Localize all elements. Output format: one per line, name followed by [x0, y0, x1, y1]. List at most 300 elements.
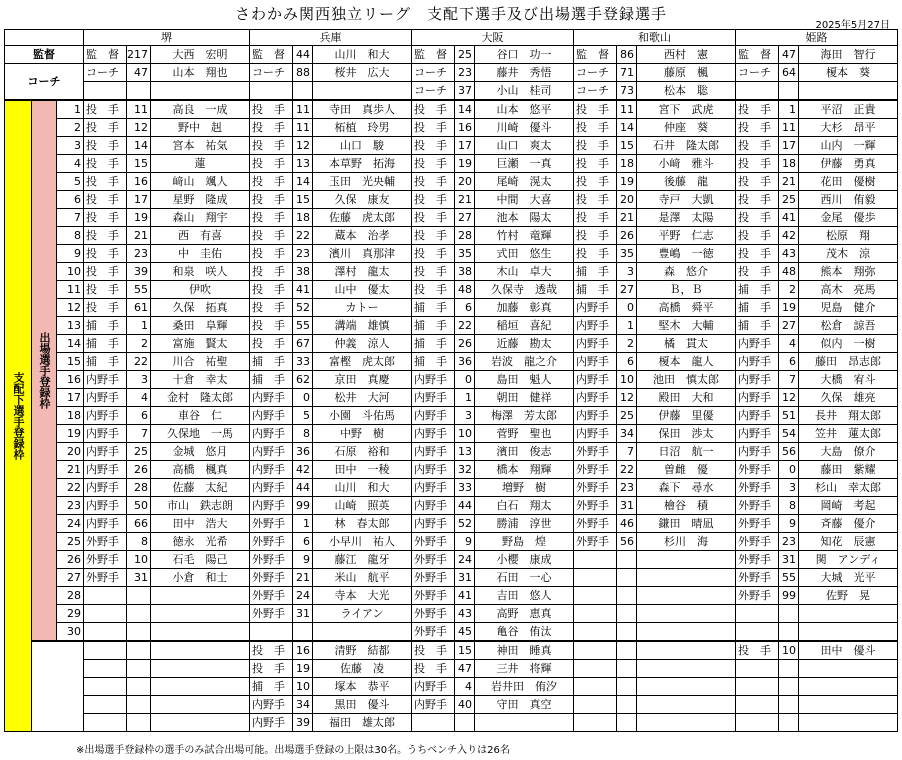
player-name-cell: 濱田 俊志	[475, 443, 574, 461]
player-name-cell	[475, 714, 574, 732]
player-name-cell	[313, 82, 412, 101]
uniform-number-cell	[127, 623, 151, 642]
position-cell: 捕 手	[84, 335, 127, 353]
uniform-number-cell: 2	[617, 335, 637, 353]
player-name-cell: Ｂ，Ｂ	[637, 281, 736, 299]
uniform-number-cell: 31	[293, 605, 313, 623]
position-cell: 投 手	[84, 191, 127, 209]
position-cell: 内野手	[250, 497, 293, 515]
registration-slot-number: 14	[57, 335, 84, 353]
player-name-cell: 笠井 蓮太郎	[799, 425, 898, 443]
player-name-cell: 久保地 一馬	[151, 425, 250, 443]
position-cell: 外野手	[84, 533, 127, 551]
position-cell: 投 手	[250, 299, 293, 317]
roster-outer-label: 支配下選手登録枠	[5, 100, 32, 732]
position-cell: 投 手	[250, 245, 293, 263]
uniform-number-cell: 13	[455, 443, 475, 461]
uniform-number-cell: 23	[293, 245, 313, 263]
player-name-cell: 濱川 真那津	[313, 245, 412, 263]
uniform-number-cell	[127, 678, 151, 696]
position-cell: 内野手	[250, 389, 293, 407]
uniform-number-cell: 44	[293, 46, 313, 64]
uniform-number-cell	[293, 623, 313, 642]
roster-row	[5, 551, 898, 569]
position-cell: 捕 手	[736, 299, 779, 317]
roster-row	[5, 191, 898, 209]
registration-slot-number: 11	[57, 281, 84, 299]
player-name-cell	[799, 696, 898, 714]
player-name-cell: 星野 隆成	[151, 191, 250, 209]
player-name-cell: 宮本 祐気	[151, 137, 250, 155]
uniform-number-cell: 23	[127, 245, 151, 263]
player-name-cell: 橘 貫太	[637, 335, 736, 353]
player-name-cell: 山崎 照英	[313, 497, 412, 515]
player-name-cell: 高木 亮馬	[799, 281, 898, 299]
player-name-cell: 鎌田 晴凪	[637, 515, 736, 533]
roster-row	[5, 137, 898, 155]
uniform-number-cell: 23	[617, 479, 637, 497]
position-cell: 内野手	[412, 678, 455, 696]
player-name-cell: 松原 翔	[799, 227, 898, 245]
player-name-cell: 仲座 葵	[637, 119, 736, 137]
position-cell: 監 督	[574, 46, 617, 64]
position-cell: 投 手	[250, 641, 293, 660]
registration-slot-number: 21	[57, 461, 84, 479]
player-name-cell: 佐藤 虎太郎	[313, 209, 412, 227]
uniform-number-cell	[617, 696, 637, 714]
roster-row	[5, 155, 898, 173]
uniform-number-cell: 8	[293, 425, 313, 443]
position-cell: 外野手	[574, 515, 617, 533]
player-name-cell: 藤井 秀悟	[475, 64, 574, 82]
registration-slot-number: 29	[57, 605, 84, 623]
position-cell: 内野手	[574, 335, 617, 353]
player-name-cell: 久保 雄亮	[799, 389, 898, 407]
uniform-number-cell: 19	[617, 173, 637, 191]
player-name-cell: ライアン	[313, 605, 412, 623]
position-cell	[574, 678, 617, 696]
position-cell: 投 手	[736, 100, 779, 119]
position-cell: 内野手	[412, 371, 455, 389]
roster-row	[5, 569, 898, 587]
uniform-number-cell: 2	[779, 281, 799, 299]
registration-slot-number: 18	[57, 407, 84, 425]
position-cell: 投 手	[736, 263, 779, 281]
unregistered-row	[5, 696, 898, 714]
uniform-number-cell	[127, 714, 151, 732]
player-name-cell: 野島 煌	[475, 533, 574, 551]
position-cell	[574, 696, 617, 714]
player-name-cell	[151, 641, 250, 660]
uniform-number-cell: 15	[293, 191, 313, 209]
uniform-number-cell: 38	[293, 263, 313, 281]
player-name-cell: 黒田 優斗	[313, 696, 412, 714]
position-cell: 投 手	[84, 155, 127, 173]
uniform-number-cell: 44	[455, 497, 475, 515]
roster-row	[5, 317, 898, 335]
position-cell: 外野手	[736, 533, 779, 551]
uniform-number-cell: 11	[617, 100, 637, 119]
registration-slot-number: 23	[57, 497, 84, 515]
player-name-cell: 梅澤 芳太郎	[475, 407, 574, 425]
uniform-number-cell: 1	[127, 317, 151, 335]
uniform-number-cell: 52	[293, 299, 313, 317]
position-cell: 内野手	[84, 425, 127, 443]
position-cell: 外野手	[574, 497, 617, 515]
position-cell: 投 手	[412, 119, 455, 137]
registration-slot-number: 17	[57, 389, 84, 407]
uniform-number-cell: 19	[127, 209, 151, 227]
uniform-number-cell: 54	[779, 425, 799, 443]
position-cell: コーチ	[84, 64, 127, 82]
uniform-number-cell: 3	[455, 407, 475, 425]
position-cell	[84, 660, 127, 678]
position-cell: 投 手	[84, 263, 127, 281]
uniform-number-cell: 61	[127, 299, 151, 317]
position-cell: 内野手	[574, 389, 617, 407]
uniform-number-cell: 48	[455, 281, 475, 299]
registration-slot-number: 9	[57, 245, 84, 263]
player-name-cell: 川合 祐聖	[151, 353, 250, 371]
uniform-number-cell: 56	[779, 443, 799, 461]
player-name-cell: 中野 樹	[313, 425, 412, 443]
uniform-number-cell: 88	[293, 64, 313, 82]
position-cell	[574, 660, 617, 678]
uniform-number-cell: 38	[455, 263, 475, 281]
uniform-number-cell: 0	[779, 461, 799, 479]
position-cell: 内野手	[412, 389, 455, 407]
player-name-cell: 富施 賢太	[151, 335, 250, 353]
position-cell: 外野手	[736, 515, 779, 533]
player-name-cell: 小早川 祐人	[313, 533, 412, 551]
position-cell: 外野手	[574, 443, 617, 461]
uniform-number-cell: 43	[455, 605, 475, 623]
player-name-cell: 京田 真慶	[313, 371, 412, 389]
position-cell: 投 手	[84, 119, 127, 137]
uniform-number-cell: 41	[455, 587, 475, 605]
uniform-number-cell: 26	[617, 227, 637, 245]
uniform-number-cell: 14	[455, 100, 475, 119]
player-name-cell	[799, 678, 898, 696]
player-name-cell: 池本 陽太	[475, 209, 574, 227]
position-cell: 投 手	[412, 227, 455, 245]
position-cell: 内野手	[412, 479, 455, 497]
position-cell: 投 手	[84, 100, 127, 119]
player-name-cell	[637, 641, 736, 660]
player-name-cell: 殿田 大和	[637, 389, 736, 407]
position-cell: 内野手	[736, 407, 779, 425]
player-name-cell: 蓮	[151, 155, 250, 173]
player-name-cell: 森下 尋水	[637, 479, 736, 497]
position-cell: 投 手	[84, 281, 127, 299]
roster-table	[4, 29, 898, 732]
position-cell: 内野手	[250, 461, 293, 479]
uniform-number-cell: 1	[779, 100, 799, 119]
position-cell: 投 手	[250, 317, 293, 335]
uniform-number-cell: 31	[779, 551, 799, 569]
position-cell: 投 手	[250, 660, 293, 678]
player-name-cell: 谷口 功一	[475, 46, 574, 64]
position-cell: 投 手	[250, 191, 293, 209]
player-name-cell: 溝端 雄慎	[313, 317, 412, 335]
position-cell: 内野手	[84, 497, 127, 515]
position-cell: 投 手	[574, 209, 617, 227]
player-name-cell: 山川 和大	[313, 46, 412, 64]
uniform-number-cell	[617, 587, 637, 605]
uniform-number-cell: 37	[455, 82, 475, 101]
position-cell: 内野手	[574, 407, 617, 425]
position-cell: 捕 手	[250, 678, 293, 696]
player-name-cell: 式田 悠生	[475, 245, 574, 263]
team-header-row	[5, 30, 898, 46]
uniform-number-cell: 39	[127, 263, 151, 281]
position-cell: 外野手	[250, 551, 293, 569]
position-cell	[574, 587, 617, 605]
position-cell	[84, 587, 127, 605]
uniform-number-cell: 22	[617, 461, 637, 479]
player-name-cell: 関 アンディ	[799, 551, 898, 569]
position-cell: 内野手	[574, 425, 617, 443]
player-name-cell: 杉川 海	[637, 533, 736, 551]
player-name-cell: 神田 睡真	[475, 641, 574, 660]
uniform-number-cell	[617, 660, 637, 678]
roster-row	[5, 497, 898, 515]
position-cell: 内野手	[574, 353, 617, 371]
uniform-number-cell: 6	[293, 533, 313, 551]
player-name-cell: 福田 雄太郎	[313, 714, 412, 732]
coach-row	[5, 82, 898, 101]
uniform-number-cell	[617, 569, 637, 587]
uniform-number-cell: 0	[455, 371, 475, 389]
uniform-number-cell: 36	[293, 443, 313, 461]
team-name-3: 大阪	[412, 30, 574, 46]
player-name-cell: 木山 卓大	[475, 263, 574, 281]
roster-row	[5, 479, 898, 497]
position-cell: 内野手	[250, 696, 293, 714]
position-cell: 投 手	[412, 263, 455, 281]
position-cell: 捕 手	[736, 281, 779, 299]
player-name-cell: 松本 聡	[637, 82, 736, 101]
position-cell: 内野手	[84, 407, 127, 425]
uniform-number-cell: 25	[779, 191, 799, 209]
uniform-number-cell: 31	[455, 569, 475, 587]
uniform-number-cell: 18	[293, 209, 313, 227]
player-name-cell: 柘植 玲男	[313, 119, 412, 137]
player-name-cell: 徳永 光希	[151, 533, 250, 551]
player-name-cell: 田中 一稜	[313, 461, 412, 479]
position-cell: 外野手	[412, 605, 455, 623]
uniform-number-cell: 12	[127, 119, 151, 137]
uniform-number-cell	[455, 714, 475, 732]
position-cell: 外野手	[412, 569, 455, 587]
roster-row	[5, 209, 898, 227]
uniform-number-cell: 15	[617, 137, 637, 155]
roster-row	[5, 443, 898, 461]
uniform-number-cell	[127, 587, 151, 605]
player-name-cell: 車谷 仁	[151, 407, 250, 425]
roster-row	[5, 533, 898, 551]
position-cell	[250, 82, 293, 101]
position-cell	[736, 714, 779, 732]
uniform-number-cell: 62	[293, 371, 313, 389]
position-cell: 外野手	[250, 569, 293, 587]
uniform-number-cell: 10	[127, 551, 151, 569]
position-cell: 投 手	[574, 173, 617, 191]
player-name-cell	[151, 678, 250, 696]
player-name-cell: 長井 翔太郎	[799, 407, 898, 425]
player-name-cell: 白石 翔太	[475, 497, 574, 515]
position-cell: 投 手	[250, 100, 293, 119]
unregistered-blank	[32, 641, 84, 732]
position-cell	[574, 605, 617, 623]
position-cell: 外野手	[574, 533, 617, 551]
uniform-number-cell: 23	[779, 533, 799, 551]
uniform-number-cell: 51	[779, 407, 799, 425]
uniform-number-cell: 52	[455, 515, 475, 533]
position-cell: 外野手	[736, 461, 779, 479]
player-name-cell: 米山 航平	[313, 569, 412, 587]
position-cell: 捕 手	[412, 353, 455, 371]
uniform-number-cell: 28	[455, 227, 475, 245]
position-cell: 投 手	[736, 155, 779, 173]
position-cell: 監 督	[412, 46, 455, 64]
uniform-number-cell: 34	[617, 425, 637, 443]
uniform-number-cell: 5	[293, 407, 313, 425]
position-cell: 捕 手	[84, 317, 127, 335]
uniform-number-cell: 7	[127, 425, 151, 443]
uniform-number-cell	[779, 714, 799, 732]
position-cell: 内野手	[250, 425, 293, 443]
player-name-cell: 松井 大河	[313, 389, 412, 407]
uniform-number-cell: 16	[455, 119, 475, 137]
roster-inner-label: 出場選手登録枠	[32, 100, 57, 641]
uniform-number-cell	[617, 605, 637, 623]
position-cell: 内野手	[736, 425, 779, 443]
uniform-number-cell: 47	[127, 64, 151, 82]
position-cell: 外野手	[736, 587, 779, 605]
coach-row	[5, 64, 898, 82]
player-name-cell	[637, 678, 736, 696]
player-name-cell: 近藤 勘太	[475, 335, 574, 353]
player-name-cell: 小﨑 雅斗	[637, 155, 736, 173]
uniform-number-cell: 12	[779, 389, 799, 407]
roster-row	[5, 407, 898, 425]
player-name-cell: 仲義 涼人	[313, 335, 412, 353]
player-name-cell	[151, 696, 250, 714]
uniform-number-cell	[127, 605, 151, 623]
position-cell: 投 手	[84, 137, 127, 155]
player-name-cell: 池田 慎太郎	[637, 371, 736, 389]
uniform-number-cell: 43	[779, 245, 799, 263]
position-cell: 投 手	[412, 281, 455, 299]
uniform-number-cell	[617, 623, 637, 642]
roster-row	[5, 353, 898, 371]
player-name-cell: 石原 裕和	[313, 443, 412, 461]
player-name-cell: 花田 優樹	[799, 173, 898, 191]
uniform-number-cell: 34	[293, 696, 313, 714]
player-name-cell: 蔵本 治孝	[313, 227, 412, 245]
position-cell: 内野手	[412, 515, 455, 533]
position-cell: 外野手	[412, 551, 455, 569]
unregistered-row	[5, 678, 898, 696]
player-name-cell: 西 有喜	[151, 227, 250, 245]
uniform-number-cell: 2	[127, 335, 151, 353]
roster-row	[5, 227, 898, 245]
uniform-number-cell: 24	[455, 551, 475, 569]
uniform-number-cell	[293, 82, 313, 101]
uniform-number-cell: 12	[617, 389, 637, 407]
uniform-number-cell: 21	[779, 173, 799, 191]
position-cell: 捕 手	[574, 281, 617, 299]
player-name-cell: 山本 悠平	[475, 100, 574, 119]
uniform-number-cell: 10	[779, 641, 799, 660]
player-name-cell: 勝浦 淳世	[475, 515, 574, 533]
uniform-number-cell: 10	[455, 425, 475, 443]
registration-slot-number: 24	[57, 515, 84, 533]
registration-slot-number: 15	[57, 353, 84, 371]
uniform-number-cell: 26	[455, 335, 475, 353]
uniform-number-cell: 17	[127, 191, 151, 209]
uniform-number-cell: 31	[127, 569, 151, 587]
position-cell: 内野手	[736, 353, 779, 371]
player-name-cell: 島田 魁人	[475, 371, 574, 389]
position-cell: 投 手	[412, 137, 455, 155]
player-name-cell: 宮下 武虎	[637, 100, 736, 119]
position-cell: 外野手	[736, 497, 779, 515]
registration-slot-number: 26	[57, 551, 84, 569]
uniform-number-cell: 47	[779, 46, 799, 64]
position-cell: 外野手	[412, 587, 455, 605]
roster-row	[5, 245, 898, 263]
roster-row	[5, 100, 898, 119]
registration-slot-number: 13	[57, 317, 84, 335]
uniform-number-cell: 20	[617, 191, 637, 209]
player-name-cell: 小倉 和士	[151, 569, 250, 587]
position-cell	[574, 641, 617, 660]
uniform-number-cell: 22	[455, 317, 475, 335]
player-name-cell	[799, 660, 898, 678]
player-name-cell: 田中 浩大	[151, 515, 250, 533]
position-cell: 投 手	[736, 173, 779, 191]
player-name-cell	[637, 714, 736, 732]
player-name-cell: 中間 大喜	[475, 191, 574, 209]
uniform-number-cell: 17	[455, 137, 475, 155]
player-name-cell	[637, 569, 736, 587]
position-cell: 捕 手	[84, 353, 127, 371]
position-cell: 外野手	[250, 587, 293, 605]
position-cell: 内野手	[250, 407, 293, 425]
player-name-cell: 知花 辰憲	[799, 533, 898, 551]
player-name-cell	[637, 551, 736, 569]
position-cell	[84, 641, 127, 660]
position-cell: 投 手	[250, 335, 293, 353]
uniform-number-cell: 22	[293, 227, 313, 245]
position-cell: 捕 手	[250, 353, 293, 371]
player-name-cell: 林 春太郎	[313, 515, 412, 533]
page-title: さわかみ関西独立リーグ 支配下選手及び出場選手登録選手	[234, 5, 667, 23]
roster-row	[5, 623, 898, 642]
uniform-number-cell: 23	[455, 64, 475, 82]
position-cell	[736, 605, 779, 623]
position-cell: 内野手	[84, 443, 127, 461]
position-cell: 内野手	[250, 479, 293, 497]
position-cell: 投 手	[250, 281, 293, 299]
uniform-number-cell	[127, 660, 151, 678]
position-cell: 投 手	[250, 209, 293, 227]
player-name-cell: 増野 樹	[475, 479, 574, 497]
position-cell: 監 督	[250, 46, 293, 64]
roster-row	[5, 281, 898, 299]
